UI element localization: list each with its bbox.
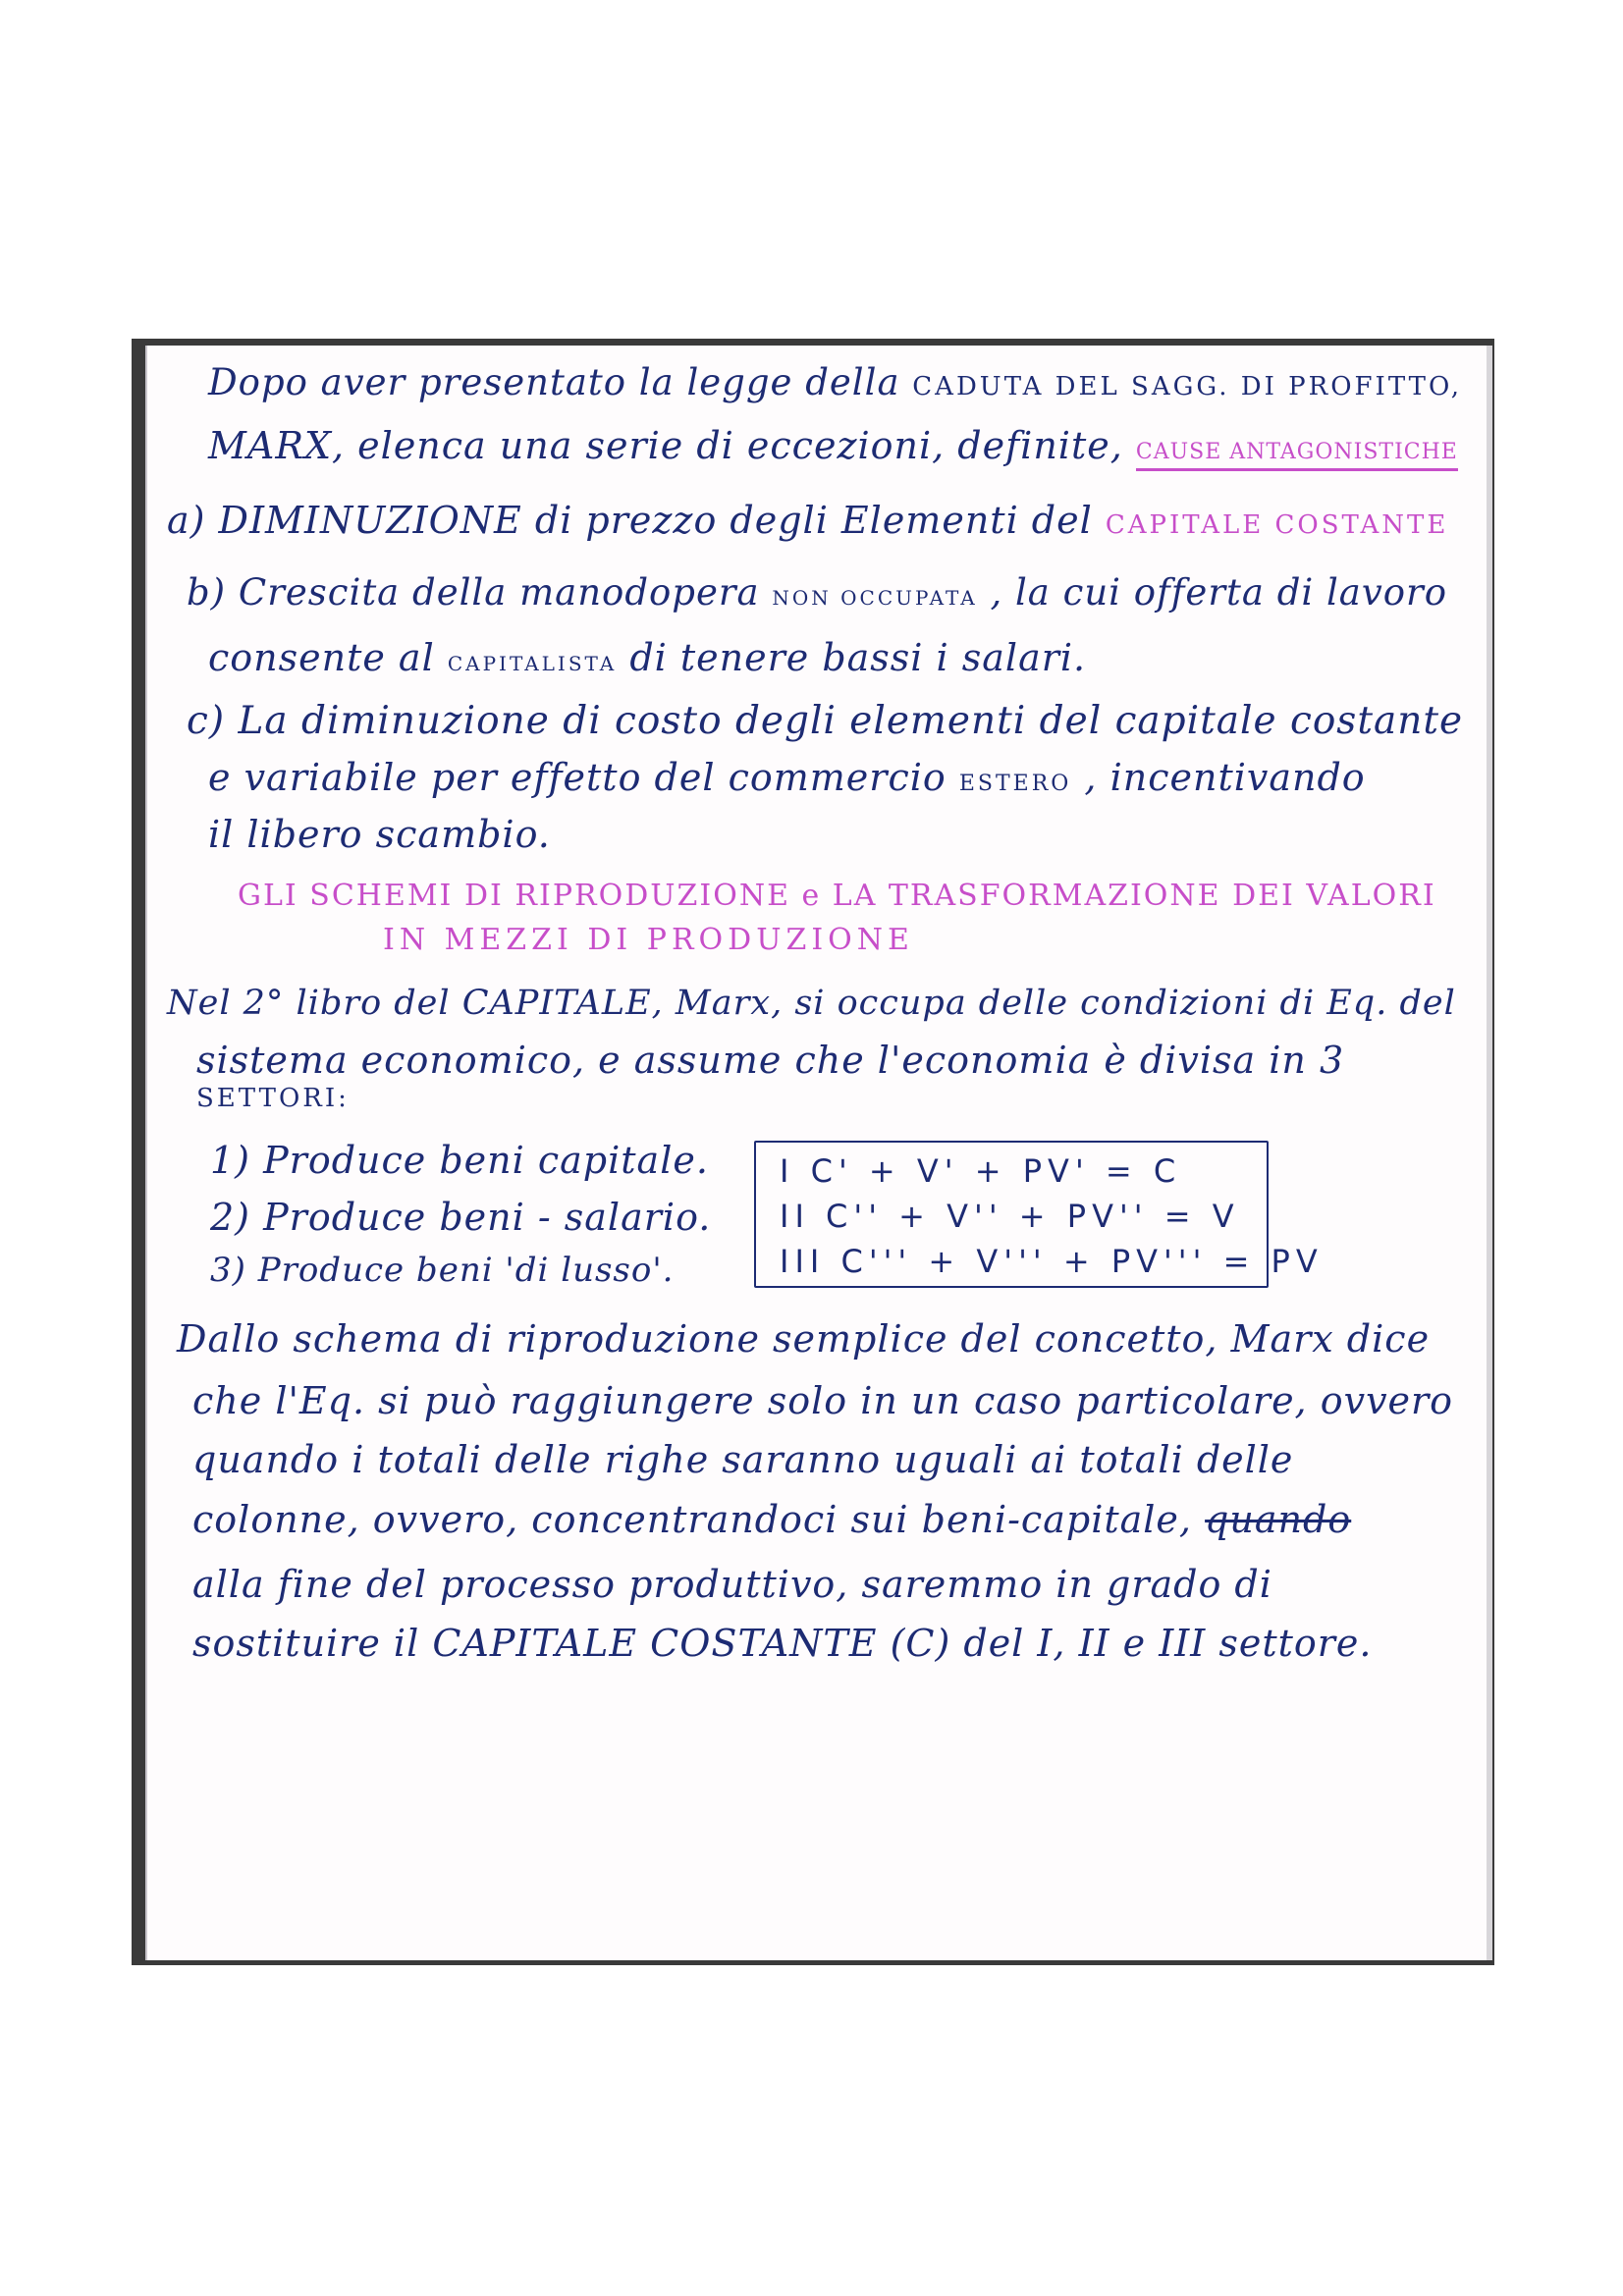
item-a-caps: CAPITALE COSTANTE bbox=[1105, 510, 1449, 540]
schema-row-1: I C' + V' + PV' = C bbox=[780, 1152, 1182, 1190]
intro-line-2-text: MARX, elenca una serie di eccezioni, definite, bbox=[208, 424, 1123, 467]
item-b-text: b) Crescita della manodopera bbox=[187, 571, 760, 614]
para2-line-4-text: colonne, ovvero, concentrandoci sui beni-capitale, bbox=[192, 1498, 1192, 1541]
item-b-line-1 bbox=[187, 571, 1447, 614]
item-b-caps: NON OCCUPATA bbox=[772, 586, 978, 610]
para2-line-1: Dallo schema di riproduzione semplice del concetto, Marx dice bbox=[177, 1317, 1431, 1361]
item-a bbox=[167, 499, 1448, 542]
item-b2-text: consente al bbox=[208, 636, 435, 679]
intro-line-1 bbox=[208, 361, 1462, 403]
item-b-end: , la cui offerta di lavoro bbox=[990, 571, 1448, 614]
intro-line-1-text: Dopo aver presentato la legge della bbox=[208, 361, 900, 403]
schema-row-3: III C''' + V''' + PV''' = PV bbox=[780, 1243, 1324, 1280]
reproduction-schema-box bbox=[754, 1141, 1324, 1288]
item-b-line-2 bbox=[208, 636, 1086, 679]
para1-line-1: Nel 2° libro del CAPITALE, Marx, si occupa delle condizioni di Eq. del bbox=[167, 984, 1456, 1023]
item-c-line-3: il libero scambio. bbox=[208, 813, 551, 856]
sector-1: 1) Produce beni capitale. bbox=[210, 1139, 709, 1182]
cause-antagonistiche: CAUSE ANTAGONISTICHE bbox=[1136, 440, 1458, 471]
sector-3: 3) Produce beni 'di lusso'. bbox=[210, 1251, 675, 1290]
intro-line-2 bbox=[208, 424, 1458, 467]
item-c2-end: , incentivando bbox=[1084, 756, 1366, 799]
item-b2-caps: CAPITALISTA bbox=[447, 652, 618, 675]
item-c-line-2 bbox=[208, 756, 1366, 799]
struck-word: quando bbox=[1205, 1498, 1352, 1541]
item-a-text: a) DIMINUZIONE di prezzo degli Elementi del bbox=[167, 499, 1093, 542]
item-c2-caps: ESTERO bbox=[958, 772, 1072, 796]
para2-line-5: alla fine del processo produttivo, saremmo in grado di bbox=[192, 1563, 1272, 1606]
para2-line-2: che l'Eq. si può raggiungere solo in un caso particolare, ovvero bbox=[192, 1379, 1454, 1422]
intro-caps-1: CADUTA DEL SAGG. DI PROFITTO, bbox=[912, 372, 1463, 401]
section-heading-line-1: GLI SCHEMI DI RIPRODUZIONE e LA TRASFORMAZIONE DEI VALORI bbox=[238, 879, 1436, 913]
item-c2-text: e variabile per effetto del commercio bbox=[208, 756, 947, 799]
section-heading-line-2: IN MEZZI DI PRODUZIONE bbox=[383, 923, 914, 957]
para2-line-6: sostituire il CAPITALE COSTANTE (C) del I, II e III settore. bbox=[192, 1622, 1373, 1665]
para1-line-3: SETTORI: bbox=[196, 1084, 350, 1113]
para1-line-2: sistema economico, e assume che l'economia è divisa in 3 bbox=[196, 1039, 1345, 1082]
para2-line-3: quando i totali delle righe saranno uguali ai totali delle bbox=[192, 1438, 1294, 1481]
sector-2: 2) Produce beni - salario. bbox=[210, 1196, 712, 1239]
item-b2-end: di tenere bassi i salari. bbox=[629, 636, 1087, 679]
schema-row-2: II C'' + V'' + PV'' = V bbox=[780, 1198, 1240, 1235]
item-c-line-1: c) La diminuzione di costo degli elementi del capitale costante bbox=[187, 699, 1464, 743]
para2-line-4 bbox=[192, 1498, 1351, 1541]
